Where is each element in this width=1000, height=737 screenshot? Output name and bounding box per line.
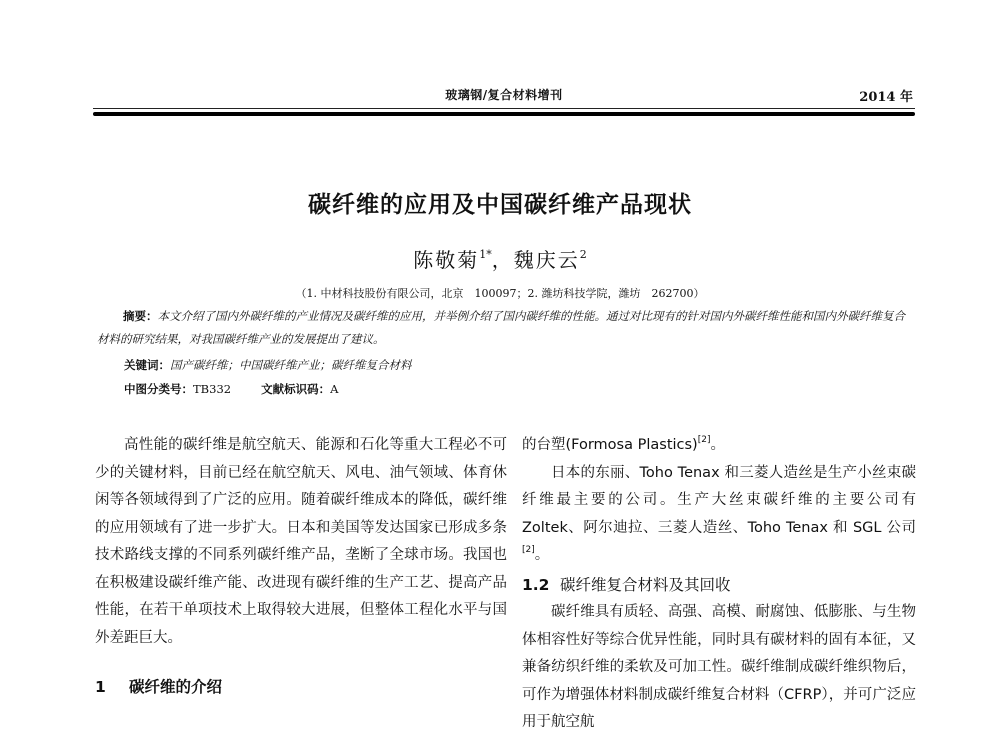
section-title: 碳纤维的介绍 [129,678,223,696]
journal-name: 玻璃钢/复合材料增刊 [445,88,563,102]
header-rule-thick [93,112,915,116]
body-column-right [522,432,916,737]
doc-code-value: A [330,382,339,396]
section-heading [95,674,507,702]
body-column-left [95,432,507,702]
subsection-title: 碳纤维复合材料及其回收 [560,575,731,594]
author-separator: ， [491,248,514,272]
carryover-paragraph [522,432,916,460]
citation-ref: [2] [697,435,711,445]
author-name: 陈敬菊 [413,248,480,272]
keywords-text: 国产碳纤维；中国碳纤维产业；碳纤维复合材料 [170,358,412,372]
paragraph-text: 日本的东丽、Toho Tenax 和三菱人造丝是生产小丝束碳纤维最主要的公司。生产大丝束碳纤维的主要公司有 Zoltek、阿尔迪拉、三菱人造丝、Toho Tenax 和 SGL 公司 [522,464,916,536]
author-name: 魏庆云 [513,248,580,272]
sentence-end: 。 [710,437,725,453]
doc-code-label: 文献标识码： [261,382,331,396]
body-paragraph [522,460,916,570]
author-affiliation-mark: 2 [579,248,587,261]
carryover-text: 的台塑(Formosa Plastics) [522,437,698,453]
abstract-label: 摘要： [123,309,158,323]
affiliation: （1. 中材科技股份有限公司，北京 100097；2. 潍坊科技学院，潍坊 262700） [295,287,705,300]
author-affiliation-mark: 1* [479,248,492,261]
body-paragraph: 碳纤维具有质轻、高强、高模、耐腐蚀、低膨胀、与生物体相容性好等综合优异性能，同时具有碳材料的固有本征，又兼备纺织纤维的柔软及可加工性。碳纤维制成碳纤维织物后，可作为增强体材料制成碳纤维复合材料（CFRP），并可广泛应用于航空航 [522,604,916,730]
author-list [0,244,1000,273]
citation-ref: [2] [522,545,535,555]
clc-value: TB332 [193,382,232,396]
subsection-number: 1.2 [522,575,550,594]
sentence-end: 。 [534,547,550,563]
classification-row [124,381,338,397]
publication-year: 2014 年 [859,90,913,105]
intro-paragraph: 高性能的碳纤维是航空航天、能源和石化等重大工程必不可少的关键材料，目前已经在航空航天、风电、油气领域、体育休闲等各领域得到了广泛的应用。随着碳纤维成本的降低，碳纤维的应用领域有了进一步扩大。日本和美国等发达国家已形成多条技术路线支撑的不同系列碳纤维产品，垄断了全球市场。我国也在积极建设碳纤维产能、改进现有碳纤维的生产工艺、提高产品性能，在若干单项技术上取得较大进展，但整体工程化水平与国外差距巨大。 [95,437,507,646]
keywords-label: 关键词： [124,358,170,372]
header-rule-thin [93,108,915,109]
subsection-heading [522,572,916,600]
section-number: 1 [95,678,106,696]
running-head [95,86,913,104]
abstract-text: 本文介绍了国内外碳纤维的产业情况及碳纤维的应用，并举例介绍了国内碳纤维的性能。通过对比现有的针对国内外碳纤维性能和国内外碳纤维复合材料的研究结果，对我国碳纤维产业的发展提出了建议。 [97,309,905,346]
article-title: 碳纤维的应用及中国碳纤维产品现状 [308,192,692,218]
keywords-row [124,357,412,373]
abstract [97,305,915,351]
clc-label: 中图分类号： [124,382,193,396]
